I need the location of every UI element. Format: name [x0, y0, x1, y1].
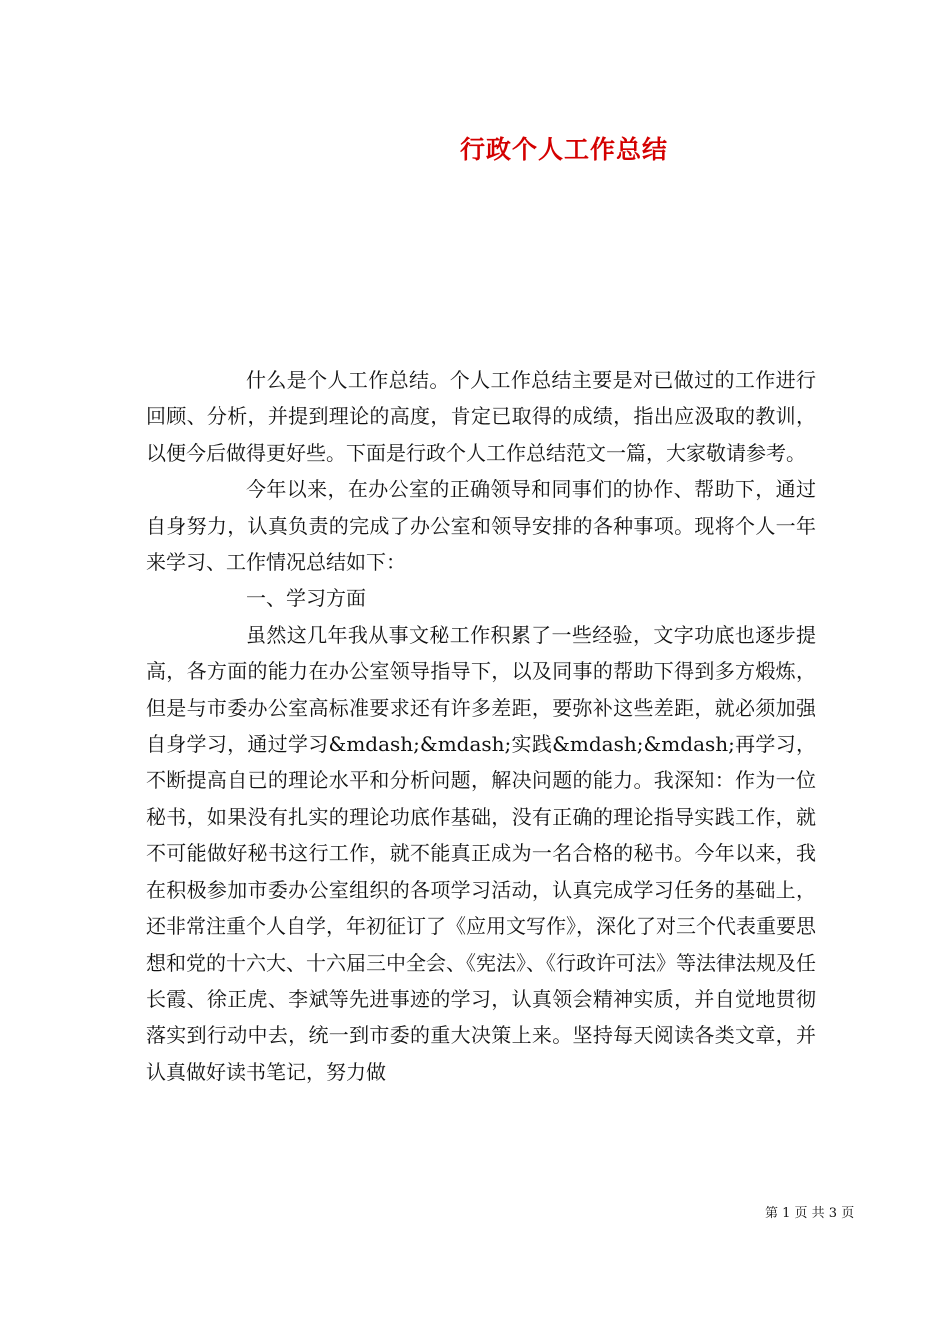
- intro-paragraph: 什么是个人工作总结。个人工作总结主要是对已做过的工作进行回顾、分析，并提到理论的高度，肯定已取得的成绩，指出应汲取的教训，以便今后做得更好些。下面是行政个人工作总结范文一篇，大家敬请参考。: [146, 368, 816, 465]
- opening-paragraph: 今年以来，在办公室的正确领导和同事们的协作、帮助下，通过自身努力，认真负责的完成了办公室和领导安排的各种事项。现将个人一年来学习、工作情况总结如下：: [146, 477, 816, 575]
- document-title: 行政个人工作总结: [459, 135, 668, 164]
- study-paragraph: 虽然这几年我从事文秘工作积累了一些经验，文字功底也逐步提高，各方面的能力在办公室领导指导下，以及同事的帮助下得到多方煅炼，但是与市委办公室高标准要求还有许多差距，要弥补这些差距，就必须加强自身学习，通过学习&mdash;&mdash;实践&mdash;&mdash;再学习，不断提高自已的理论水平和分析问题，解决问题的能力。我深知：作为一位秘书，如果没有扎实的理论功底作基础，没有正确的理论指导实践工作，就不可能做好秘书这行工作，就不能真正成为一名合格的秘书。今年以来，我在积极参加市委办公室组织的各项学习活动，认真完成学习任务的基础上，还非常注重个人自学，年初征订了《应用文写作》，深化了对三个代表重要思想和党的十六大、十六届三中全会、《宪法》、《行政许可法》等法律法规及任长霞、徐正虎、李斌等先进事迹的学习，认真领会精神实质，并自觉地贯彻落实到行动中去，统一到市委的重大决策上来。坚持每天阅读各类文章，并认真做好读书笔记，努力做: [146, 622, 816, 1084]
- document-body: [146, 362, 816, 1090]
- section-heading-study: 一、学习方面: [246, 586, 366, 611]
- page-number: 第 1 页 共 3 页: [765, 1206, 855, 1221]
